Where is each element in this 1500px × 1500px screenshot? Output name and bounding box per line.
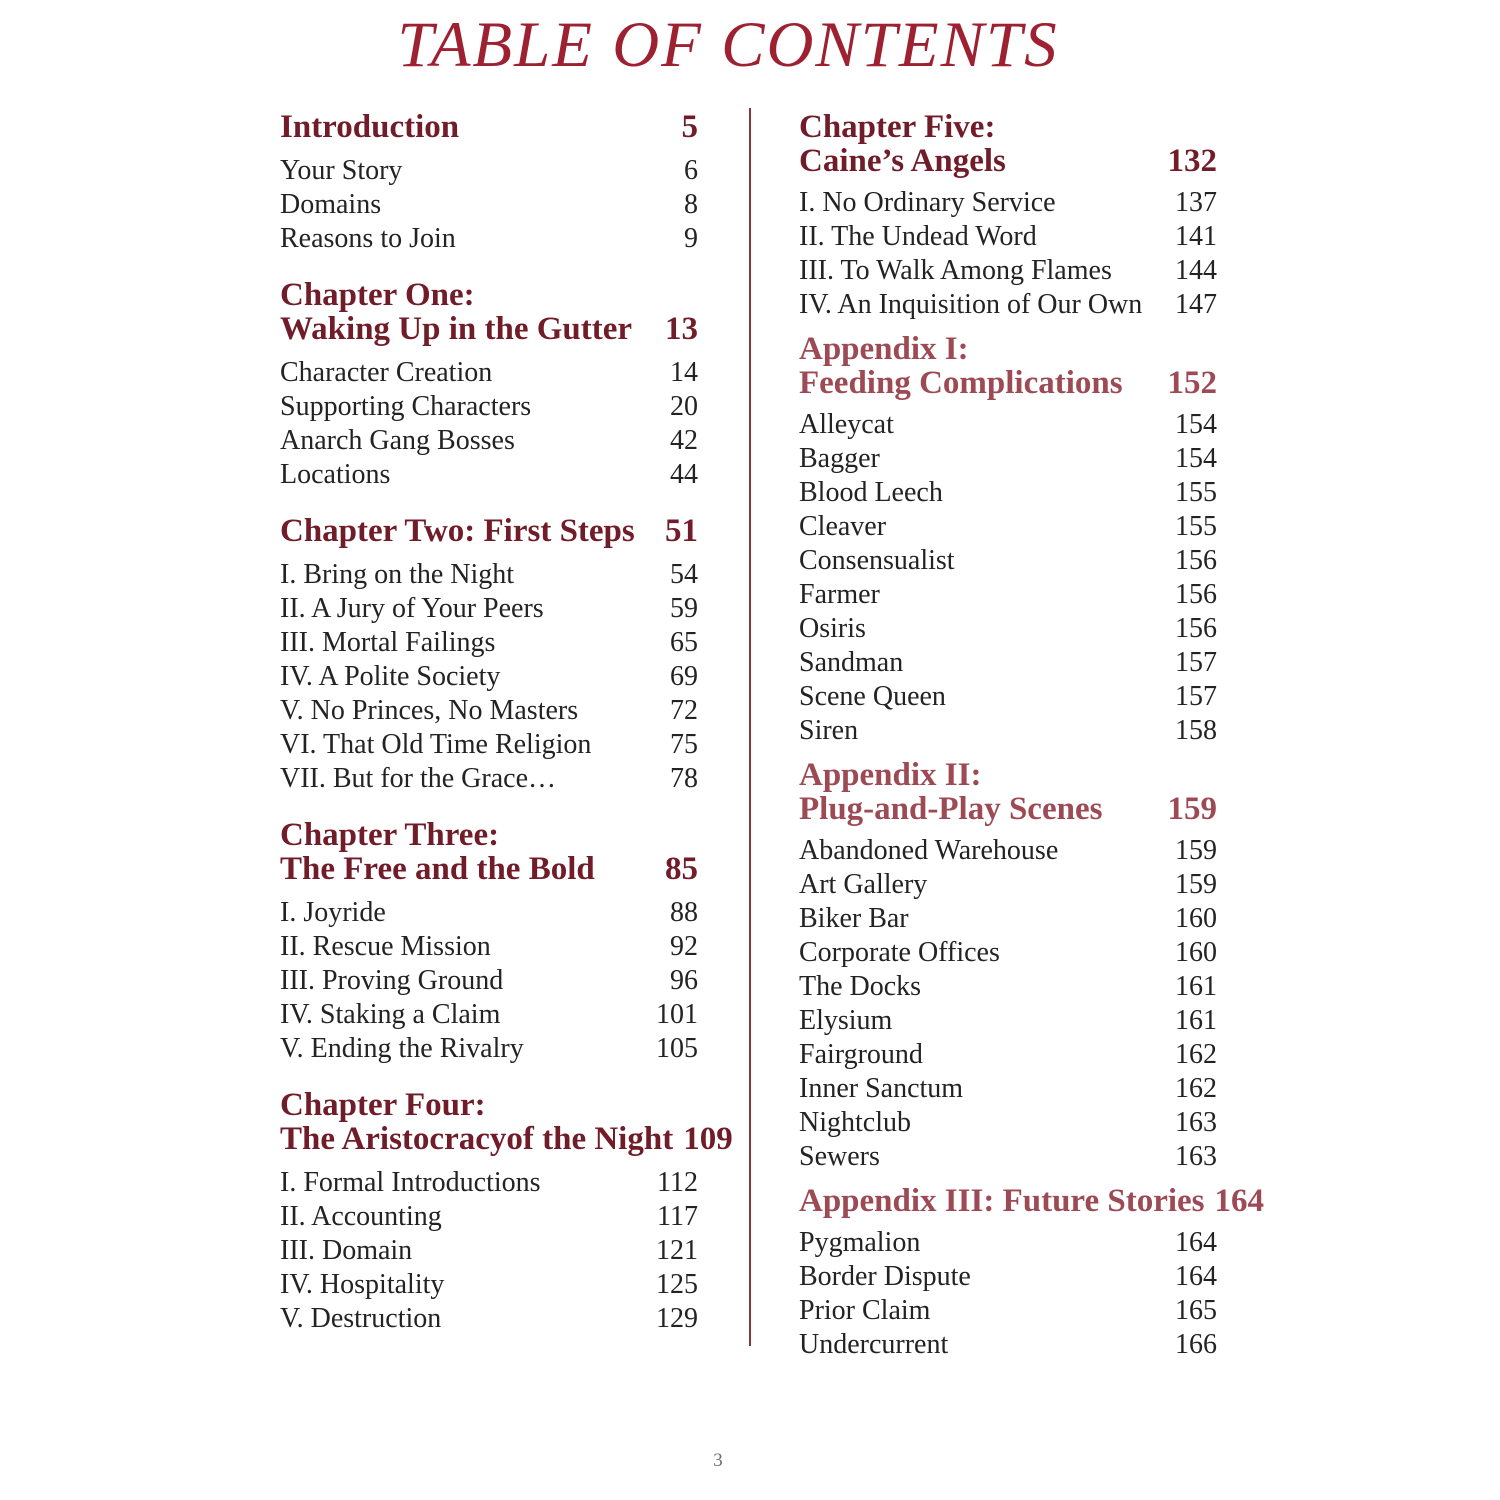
toc-entry-row — [799, 1140, 1217, 1174]
toc-entry-row — [280, 424, 698, 458]
toc-entry-page-number: 164 — [1175, 1227, 1217, 1258]
section-heading-line — [799, 110, 1217, 144]
toc-entry-page-number: 156 — [1175, 545, 1217, 576]
toc-entry-label: Elysium — [799, 1005, 893, 1036]
toc-section — [280, 278, 698, 492]
toc-entry-page-number: 156 — [1175, 613, 1217, 644]
toc-entry-label: IV. An Inquisition of Our Own — [799, 289, 1143, 320]
toc-entry-label: II. Accounting — [280, 1201, 442, 1232]
toc-entry-row — [799, 612, 1217, 646]
toc-entry-row — [280, 1234, 698, 1268]
toc-entry-row — [799, 442, 1217, 476]
toc-entry-label: IV. A Polite Society — [280, 661, 501, 692]
toc-entry-page-number: 101 — [656, 999, 698, 1030]
toc-entry-label: I. Bring on the Night — [280, 559, 515, 590]
toc-entry-page-number: 155 — [1175, 477, 1217, 508]
toc-entry-row — [280, 896, 698, 930]
toc-entry-page-number: 161 — [1175, 1005, 1217, 1036]
toc-entry-page-number: 129 — [656, 1303, 698, 1334]
toc-entry-label: Bagger — [799, 443, 880, 474]
toc-entry-label: Alleycat — [799, 409, 894, 440]
toc-entry-label: V. No Princes, No Masters — [280, 695, 579, 726]
toc-section — [280, 110, 698, 256]
toc-entry-row — [799, 902, 1217, 936]
toc-entry-label: V. Ending the Rivalry — [280, 1033, 524, 1064]
toc-entry-row — [799, 510, 1217, 544]
column-divider-rule — [749, 108, 751, 1346]
section-heading — [799, 332, 1217, 400]
toc-entry-row — [799, 1294, 1217, 1328]
section-heading-text: Appendix II: — [799, 757, 982, 793]
toc-entry-page-number: 165 — [1175, 1295, 1217, 1326]
toc-right-column — [799, 109, 1265, 1362]
toc-entry-label: Art Gallery — [799, 869, 928, 900]
toc-entry-page-number: 160 — [1175, 903, 1217, 934]
section-heading-line — [280, 818, 698, 852]
section-heading-text: Waking Up in the Gutter — [280, 311, 633, 347]
toc-entry-page-number: 42 — [670, 425, 698, 456]
section-heading-line — [280, 278, 698, 312]
section-heading-line — [799, 144, 1217, 178]
section-heading-line — [280, 1121, 733, 1157]
toc-entry-label: V. Destruction — [280, 1303, 442, 1334]
toc-section — [799, 110, 1217, 322]
toc-entry-label: Anarch Gang Bosses — [280, 425, 515, 456]
section-heading — [799, 758, 1217, 826]
toc-entry-page-number: 9 — [684, 223, 698, 254]
toc-entry-label: Supporting Characters — [280, 391, 532, 422]
section-heading-text: Introduction — [280, 109, 460, 145]
toc-entry-row — [799, 408, 1217, 442]
toc-entry-row — [280, 626, 698, 660]
toc-entry-label: Siren — [799, 715, 859, 746]
toc-entry-row — [799, 186, 1217, 220]
section-heading-line — [280, 514, 698, 548]
section-heading-line — [280, 852, 698, 886]
page-title: TABLE OF CONTENTS — [397, 9, 1059, 81]
toc-section — [799, 758, 1217, 1174]
toc-entry-page-number: 6 — [684, 155, 698, 186]
toc-entry-label: III. To Walk Among Flames — [799, 255, 1112, 286]
toc-entry-row — [280, 1032, 698, 1066]
toc-entry-row — [799, 1072, 1217, 1106]
toc-entry-label: Cleaver — [799, 511, 887, 542]
toc-entry-label: I. Formal Introductions — [280, 1167, 541, 1198]
toc-entry-row — [799, 714, 1217, 748]
toc-entry-row — [280, 356, 698, 390]
toc-entry-row — [280, 222, 698, 256]
toc-entry-page-number: 154 — [1175, 409, 1217, 440]
toc-entry-label: VII. But for the Grace… — [280, 763, 557, 794]
toc-entry-label: Biker Bar — [799, 903, 909, 934]
toc-section — [799, 1183, 1265, 1362]
section-heading-line — [799, 366, 1217, 400]
toc-entry-label: Border Dispute — [799, 1261, 971, 1292]
toc-entry-label: I. No Ordinary Service — [799, 187, 1056, 218]
toc-entry-label: Nightclub — [799, 1107, 911, 1138]
section-heading-page-number: 13 — [665, 311, 698, 347]
toc-entry-label: Pygmalion — [799, 1227, 921, 1258]
toc-entry-row — [799, 254, 1217, 288]
toc-entry-row — [280, 998, 698, 1032]
toc-entry-label: I. Joyride — [280, 897, 386, 928]
toc-entry-label: Osiris — [799, 613, 866, 644]
toc-entry-row — [799, 220, 1217, 254]
toc-entry-page-number: 159 — [1175, 869, 1217, 900]
toc-entry-page-number: 125 — [656, 1269, 698, 1300]
toc-entry-row — [280, 390, 698, 424]
toc-entry-row — [799, 476, 1217, 510]
toc-entry-label: II. A Jury of Your Peers — [280, 593, 544, 624]
toc-entry-page-number: 72 — [670, 695, 698, 726]
toc-entry-row — [799, 1260, 1217, 1294]
toc-entry-row — [799, 544, 1217, 578]
toc-section — [280, 514, 698, 796]
toc-entry-page-number: 159 — [1175, 835, 1217, 866]
toc-entry-row — [799, 1038, 1217, 1072]
toc-entry-row — [799, 1004, 1217, 1038]
toc-section — [280, 1087, 733, 1336]
toc-left-column — [280, 109, 733, 1336]
section-heading-line — [799, 1183, 1265, 1219]
section-heading-page-number: 5 — [681, 109, 698, 145]
section-heading-line — [799, 758, 1217, 792]
toc-entry-page-number: 8 — [684, 189, 698, 220]
toc-entry-page-number: 112 — [657, 1167, 698, 1198]
toc-entry-label: IV. Staking a Claim — [280, 999, 501, 1030]
toc-entry-label: Undercurrent — [799, 1329, 949, 1360]
toc-entry-page-number: 147 — [1175, 289, 1217, 320]
toc-entry-row — [799, 1106, 1217, 1140]
toc-entry-label: II. The Undead Word — [799, 221, 1037, 252]
toc-entry-label: Abandoned Warehouse — [799, 835, 1059, 866]
section-heading-text: Chapter Four: — [280, 1087, 486, 1123]
section-heading-line — [280, 312, 698, 346]
toc-entry-page-number: 69 — [670, 661, 698, 692]
toc-entry-row — [280, 1200, 698, 1234]
toc-section — [799, 332, 1217, 748]
toc-entry-page-number: 162 — [1175, 1039, 1217, 1070]
toc-entry-row — [799, 936, 1217, 970]
section-heading-line — [280, 110, 698, 144]
toc-entry-label: II. Rescue Mission — [280, 931, 491, 962]
toc-entry-row — [280, 154, 698, 188]
toc-entry-page-number: 141 — [1175, 221, 1217, 252]
toc-entry-label: Consensualist — [799, 545, 955, 576]
toc-entry-label: Farmer — [799, 579, 880, 610]
toc-entry-page-number: 163 — [1175, 1141, 1217, 1172]
section-heading-page-number: 159 — [1167, 791, 1217, 827]
toc-entry-label: III. Mortal Failings — [280, 627, 496, 658]
section-heading-text: Caine’s Angels — [799, 143, 1006, 179]
toc-entry-label: Fairground — [799, 1039, 923, 1070]
toc-entry-label: Reasons to Join — [280, 223, 456, 254]
section-heading-text: The Aristocracyof the Night — [280, 1121, 674, 1157]
section-heading-page-number: 85 — [665, 851, 698, 887]
section-heading-page-number: 109 — [683, 1121, 733, 1157]
toc-entry-page-number: 156 — [1175, 579, 1217, 610]
toc-entry-label: Sewers — [799, 1141, 880, 1172]
toc-entry-page-number: 105 — [656, 1033, 698, 1064]
toc-entry-page-number: 65 — [670, 627, 698, 658]
toc-entry-row — [280, 458, 698, 492]
section-heading-text: Chapter Three: — [280, 817, 500, 853]
toc-entry-row — [799, 834, 1217, 868]
toc-entry-label: Locations — [280, 459, 391, 490]
toc-entry-row — [280, 592, 698, 626]
toc-entry-row — [280, 188, 698, 222]
toc-entry-page-number: 88 — [670, 897, 698, 928]
toc-entry-label: Domains — [280, 189, 382, 220]
toc-entry-row — [280, 964, 698, 998]
toc-entry-row — [280, 694, 698, 728]
toc-entry-label: Corporate Offices — [799, 937, 1000, 968]
toc-entry-page-number: 96 — [670, 965, 698, 996]
toc-entry-page-number: 137 — [1175, 187, 1217, 218]
toc-entry-row — [799, 680, 1217, 714]
toc-entry-row — [280, 558, 698, 592]
toc-entry-label: III. Domain — [280, 1235, 413, 1266]
toc-entry-row — [280, 660, 698, 694]
toc-entry-row — [799, 970, 1217, 1004]
toc-entry-row — [280, 930, 698, 964]
section-heading-text: Chapter One: — [280, 277, 475, 313]
section-heading-text: The Free and the Bold — [280, 851, 595, 887]
toc-entry-row — [280, 728, 698, 762]
toc-section — [280, 818, 698, 1066]
section-heading-page-number: 132 — [1167, 143, 1217, 179]
toc-entry-label: Your Story — [280, 155, 403, 186]
toc-entry-label: IV. Hospitality — [280, 1269, 445, 1300]
toc-entry-row — [799, 868, 1217, 902]
toc-entry-page-number: 166 — [1175, 1329, 1217, 1360]
toc-entry-label: VI. That Old Time Religion — [280, 729, 592, 760]
section-heading-text: Chapter Five: — [799, 109, 996, 145]
toc-entry-page-number: 154 — [1175, 443, 1217, 474]
toc-entry-row — [799, 288, 1217, 322]
section-heading-text: Plug-and-Play Scenes — [799, 791, 1103, 827]
section-heading — [799, 1183, 1265, 1219]
section-heading — [280, 110, 698, 144]
toc-entry-page-number: 158 — [1175, 715, 1217, 746]
toc-entry-page-number: 54 — [670, 559, 698, 590]
toc-entry-page-number: 144 — [1175, 255, 1217, 286]
toc-entry-label: Prior Claim — [799, 1295, 931, 1326]
toc-entry-page-number: 160 — [1175, 937, 1217, 968]
toc-entry-page-number: 75 — [670, 729, 698, 760]
toc-entry-page-number: 92 — [670, 931, 698, 962]
section-heading-text: Chapter Two: First Steps — [280, 513, 635, 549]
section-heading-line — [799, 792, 1217, 826]
toc-entry-label: Blood Leech — [799, 477, 943, 508]
toc-entry-page-number: 59 — [670, 593, 698, 624]
toc-entry-page-number: 121 — [656, 1235, 698, 1266]
toc-entry-page-number: 117 — [657, 1201, 698, 1232]
section-heading — [280, 514, 698, 548]
section-heading-page-number: 152 — [1167, 365, 1217, 401]
toc-entry-page-number: 20 — [670, 391, 698, 422]
toc-entry-label: Inner Sanctum — [799, 1073, 964, 1104]
toc-entry-row — [280, 1302, 698, 1336]
toc-entry-page-number: 162 — [1175, 1073, 1217, 1104]
toc-entry-row — [799, 1226, 1217, 1260]
section-heading-page-number: 164 — [1214, 1183, 1265, 1219]
toc-entry-row — [280, 762, 698, 796]
toc-entry-label: Character Creation — [280, 357, 493, 388]
toc-entry-page-number: 155 — [1175, 511, 1217, 542]
section-heading — [280, 818, 698, 886]
section-heading-line — [799, 332, 1217, 366]
toc-entry-row — [799, 1328, 1217, 1362]
toc-entry-row — [280, 1268, 698, 1302]
section-heading — [280, 278, 698, 346]
toc-entry-label: Scene Queen — [799, 681, 946, 712]
toc-entry-row — [799, 646, 1217, 680]
toc-entry-page-number: 164 — [1175, 1261, 1217, 1292]
toc-entry-label: III. Proving Ground — [280, 965, 504, 996]
section-heading-text: Feeding Complications — [799, 365, 1123, 401]
toc-entry-row — [799, 578, 1217, 612]
toc-entry-page-number: 14 — [670, 357, 698, 388]
toc-entry-label: Sandman — [799, 647, 904, 678]
section-heading-text: Appendix I: — [799, 331, 969, 367]
toc-entry-page-number: 44 — [670, 459, 698, 490]
toc-entry-page-number: 157 — [1175, 647, 1217, 678]
toc-entry-page-number: 163 — [1175, 1107, 1217, 1138]
section-heading-page-number: 51 — [665, 513, 698, 549]
toc-entry-page-number: 78 — [670, 763, 698, 794]
section-heading — [280, 1087, 733, 1157]
toc-entry-row — [280, 1166, 698, 1200]
section-heading-text: Appendix III: Future Stories — [799, 1183, 1205, 1219]
section-heading — [799, 110, 1217, 178]
section-heading-line — [280, 1088, 698, 1122]
folio-page-number: 3 — [713, 1450, 723, 1471]
toc-entry-page-number: 161 — [1175, 971, 1217, 1002]
toc-entry-page-number: 157 — [1175, 681, 1217, 712]
toc-entry-label: The Docks — [799, 971, 922, 1002]
